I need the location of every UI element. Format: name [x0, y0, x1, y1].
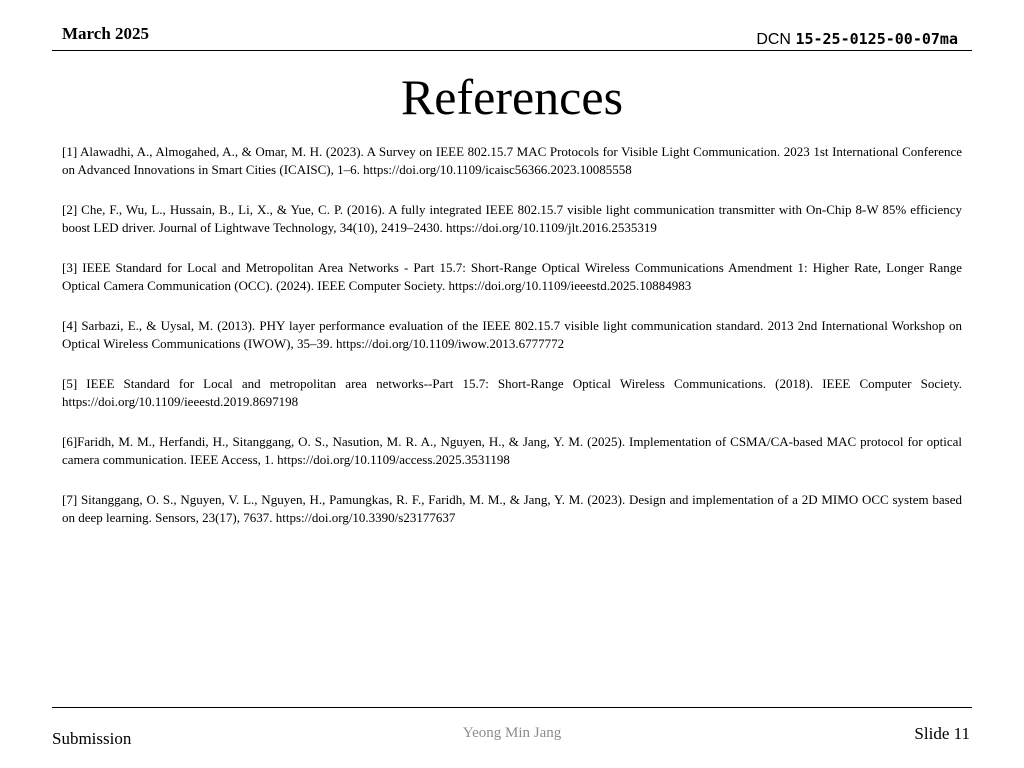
footer-submission: Submission: [52, 729, 132, 748]
header-dcn: [756, 30, 958, 49]
header-date: March 2025: [62, 24, 150, 43]
dcn-number: 15-25-0125-00-07ma: [795, 30, 958, 48]
reference-item-3: [3] IEEE Standard for Local and Metropolitan Area Networks - Part 15.7: Short-Range Optical Wireless Communications Amendment 1: Higher Rate, Longer Range Optical Camera Communication (OCC). (2024). IEEE Computer Society. https://doi.org/10.1109/ieeestd.2025.10884983: [62, 260, 962, 293]
footer-author: Yeong Min Jang: [462, 725, 562, 741]
footer-slide-number: Slide 11: [914, 724, 970, 743]
slide-title: References: [400, 69, 624, 125]
reference-item-1: [1] Alawadhi, A., Almogahed, A., & Omar, M. H. (2023). A Survey on IEEE 802.15.7 MAC Protocols for Visible Light Communication. 2023 1st International Conference on Advanced Innovations in Smart Cities (ICAISC), 1–6. https://doi.org/10.1109/icaisc56366.2023.10085558: [62, 144, 962, 177]
reference-item-2: [2] Che, F., Wu, L., Hussain, B., Li, X., & Yue, C. P. (2016). A fully integrated IEEE 802.15.7 visible light communication transmitter with On-Chip 8-W 85% efficiency boost LED driver. Journal of Lightwave Technology, 34(10), 2419–2430. https://doi.org/10.1109/jlt.2016.2535319: [62, 202, 962, 235]
dcn-label: DCN: [756, 31, 791, 48]
reference-item-4: [4] Sarbazi, E., & Uysal, M. (2013). PHY layer performance evaluation of the IEEE 802.15.7 visible light communication standard. 2013 2nd International Workshop on Optical Wireless Communications (IWOW), 35–39. https://doi.org/10.1109/iwow.2013.6777772: [62, 318, 962, 351]
reference-item-7: [7] Sitanggang, O. S., Nguyen, V. L., Nguyen, H., Pamungkas, R. F., Faridh, M. M., & Jang, Y. M. (2023). Design and implementation of a 2D MIMO OCC system based on deep learning. Sensors, 23(17), 7637. https://doi.org/10.3390/s23177637: [62, 492, 962, 525]
reference-item-6: [6]Faridh, M. M., Herfandi, H., Sitanggang, O. S., Nasution, M. R. A., Nguyen, H., & Jang, Y. M. (2025). Implementation of CSMA/CA-based MAC protocol for optical camera communication. IEEE Access, 1. https://doi.org/10.1109/access.2025.3531198: [62, 434, 962, 467]
reference-item-5: [5] IEEE Standard for Local and metropolitan area networks--Part 15.7: Short-Range Optical Wireless Communications. (2018). IEEE Computer Society. https://doi.org/10.1109/ieeestd.2019.8697198: [62, 376, 962, 409]
header-divider: [52, 50, 972, 51]
footer-divider: [52, 707, 972, 708]
reference-list: [62, 143, 962, 549]
